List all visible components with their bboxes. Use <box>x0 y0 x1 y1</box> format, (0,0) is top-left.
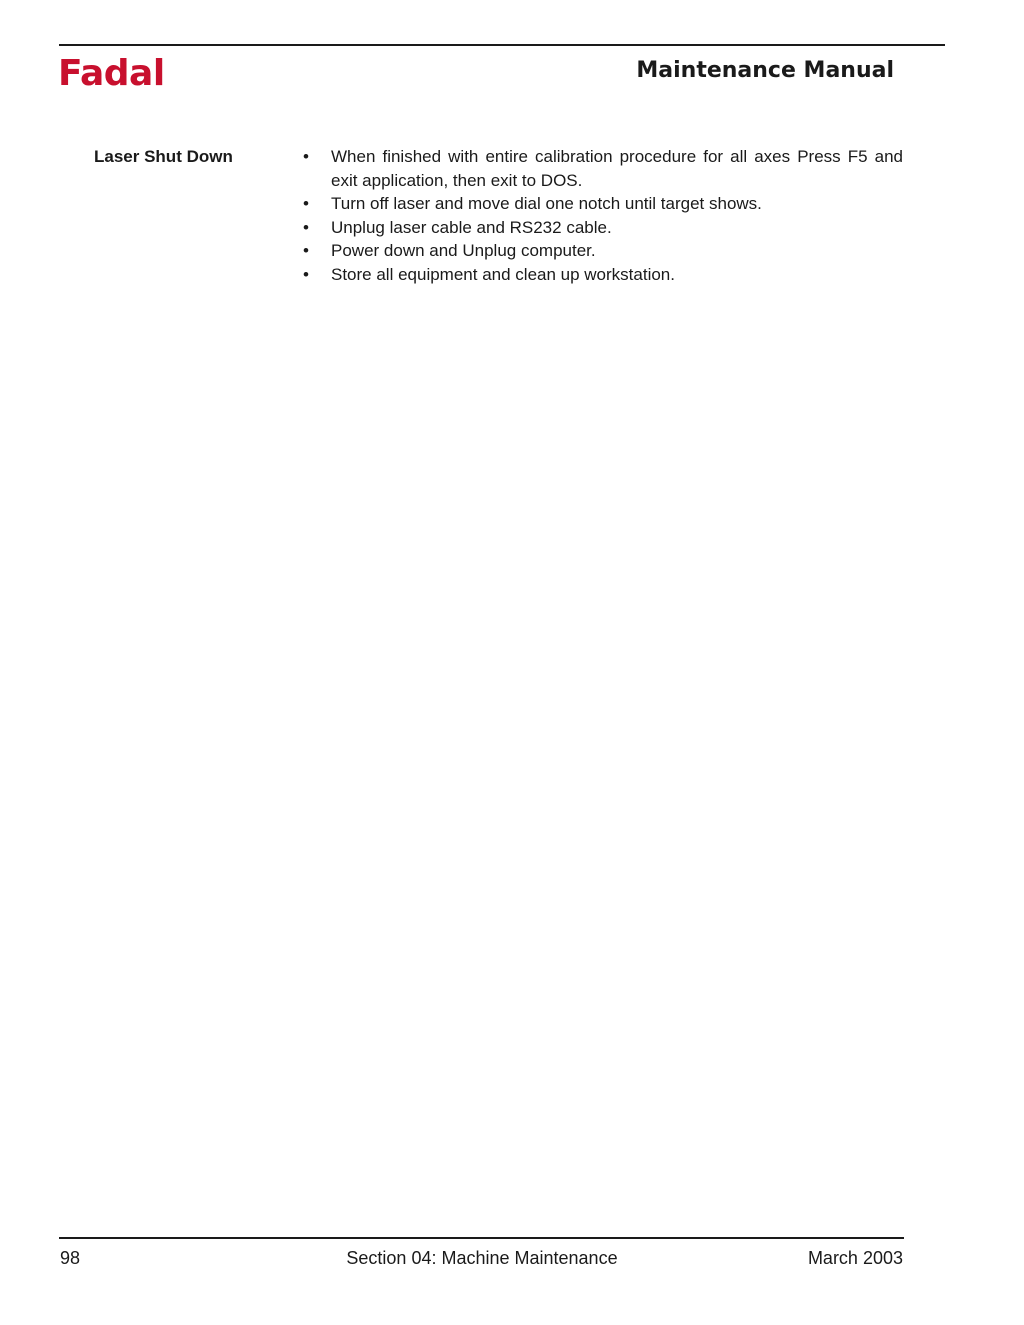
list-item <box>300 216 903 240</box>
list-item <box>300 145 903 192</box>
page-number: 98 <box>60 1248 81 1268</box>
bullet-icon: • <box>303 264 309 284</box>
header-rule <box>59 44 945 46</box>
bullet-icon: • <box>303 194 309 213</box>
list-item-text: Store all equipment and clean up workstation. <box>331 264 675 284</box>
list-item-text: Turn off laser and move dial one notch until target shows. <box>331 194 762 213</box>
list-item <box>300 263 903 287</box>
bullet-icon: • <box>303 147 309 166</box>
bullet-icon: • <box>303 217 309 237</box>
footer-section-label: Section 04: Machine Maintenance <box>346 1248 618 1268</box>
list-item <box>300 239 903 263</box>
bullet-icon: • <box>303 241 309 260</box>
list-item-text: Unplug laser cable and RS232 cable. <box>331 217 612 237</box>
footer-date: March 2003 <box>807 1248 903 1268</box>
footer-rule <box>59 1237 904 1239</box>
procedure-list <box>300 145 903 286</box>
list-item-text: When finished with entire calibration procedure for all axes Press F5 and exit application, then exit to DOS. <box>331 147 903 190</box>
list-item <box>300 192 903 216</box>
manual-title: Maintenance Manual <box>636 58 894 83</box>
fadal-logo: Fadal <box>58 53 165 94</box>
section-heading: Laser Shut Down <box>94 147 233 166</box>
list-item-text: Power down and Unplug computer. <box>331 241 596 260</box>
